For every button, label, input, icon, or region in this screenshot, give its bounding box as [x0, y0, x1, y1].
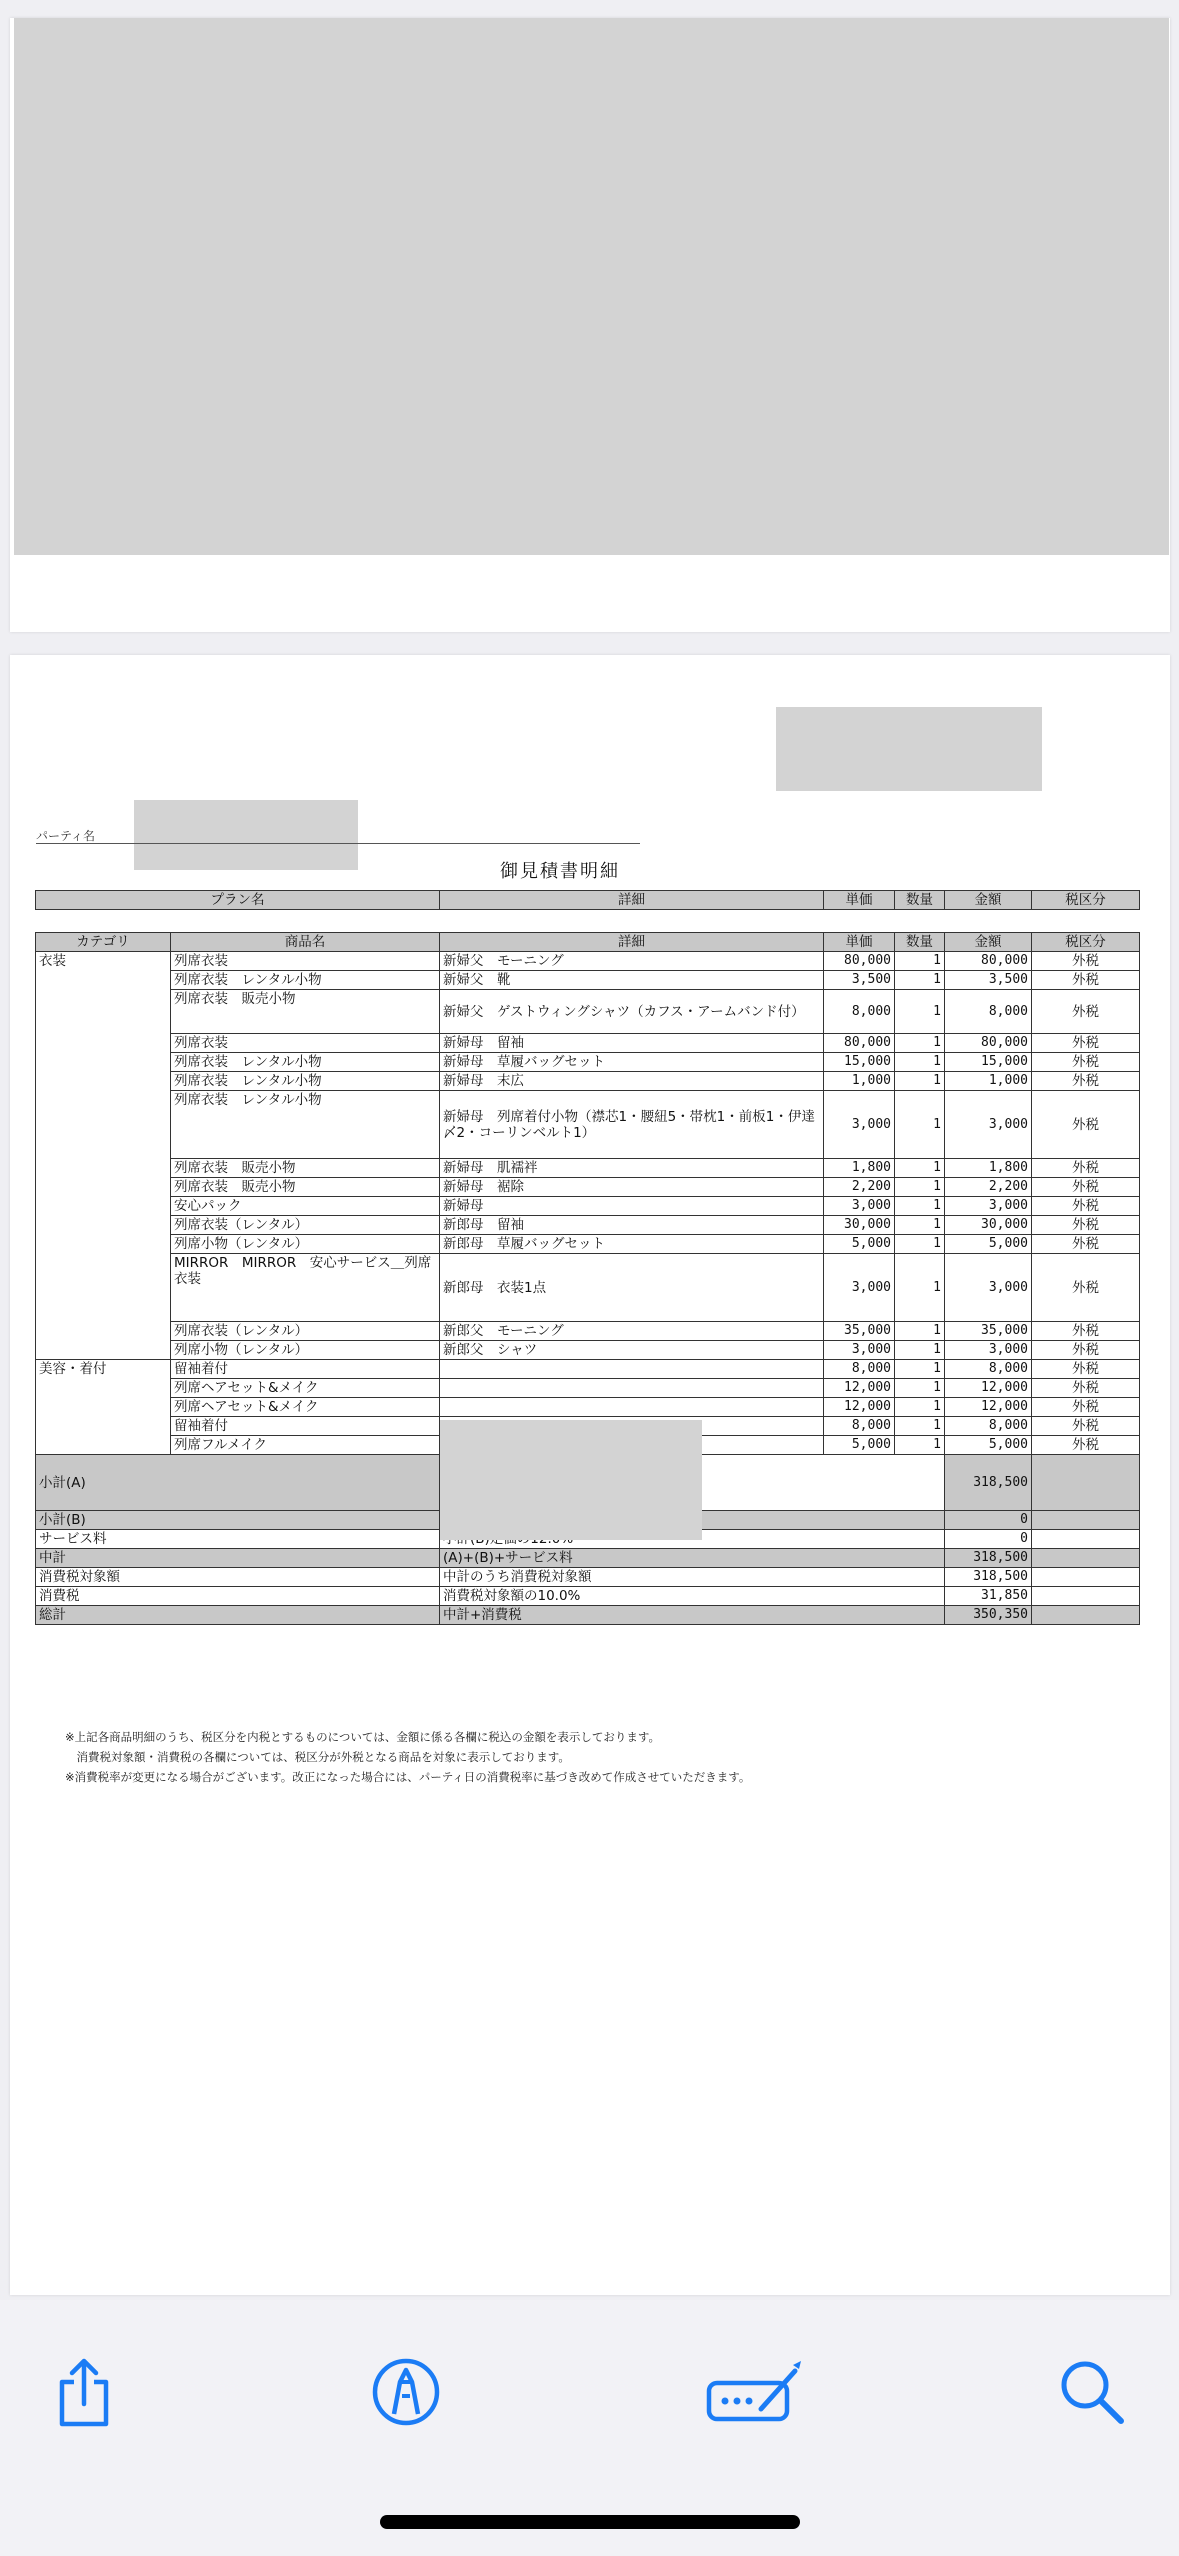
summary-amount: 318,500 [945, 1455, 1032, 1511]
cell-tax: 外税 [1032, 1436, 1140, 1455]
cell-qty: 1 [895, 1197, 945, 1216]
cell-price: 5,000 [824, 1436, 895, 1455]
cell-detail: 新婦母 裾除 [440, 1178, 824, 1197]
cell-qty: 1 [895, 1360, 945, 1379]
table-row [36, 1072, 1140, 1091]
cell-tax: 外税 [1032, 1235, 1140, 1254]
cell-amount: 5,000 [945, 1436, 1032, 1455]
table-row [36, 952, 1140, 971]
cell-qty: 1 [895, 1254, 945, 1322]
cell-name: 留袖着付 [171, 1360, 440, 1379]
table-row [36, 1159, 1140, 1178]
summary-label: 消費税 [36, 1587, 440, 1606]
summary-row-tax [36, 1587, 1140, 1606]
summary-amount: 350,350 [945, 1606, 1032, 1625]
summary-tax-blank [1032, 1455, 1140, 1511]
signature-icon [705, 2359, 805, 2425]
summary-detail: 消費税対象額の10.0% [440, 1587, 945, 1606]
cell-price: 3,000 [824, 1341, 895, 1360]
cell-amount: 35,000 [945, 1322, 1032, 1341]
cell-name: 列席小物（レンタル） [171, 1341, 440, 1360]
table-row [36, 1053, 1140, 1072]
cell-amount: 80,000 [945, 952, 1032, 971]
summary-tax-blank [1032, 1530, 1140, 1549]
cell-category: 衣装 [36, 952, 171, 1360]
cell-amount: 8,000 [945, 1417, 1032, 1436]
cell-price: 35,000 [824, 1322, 895, 1341]
cell-amount: 1,000 [945, 1072, 1032, 1091]
summary-detail: 中計+消費税 [440, 1606, 945, 1625]
cell-price: 3,000 [824, 1197, 895, 1216]
cell-tax: 外税 [1032, 1398, 1140, 1417]
cell-name: 列席衣装（レンタル） [171, 1322, 440, 1341]
share-button[interactable] [44, 2352, 124, 2432]
cell-tax: 外税 [1032, 1254, 1140, 1322]
cell-price: 80,000 [824, 952, 895, 971]
cell-detail: 新婦母 末広 [440, 1072, 824, 1091]
items-header-qty: 数量 [895, 933, 945, 952]
redacted-area [14, 18, 1169, 555]
cell-price: 3,000 [824, 1254, 895, 1322]
table-row [36, 1091, 1140, 1159]
cell-qty: 1 [895, 971, 945, 990]
cell-qty: 1 [895, 1398, 945, 1417]
cell-name: 列席衣装 販売小物 [171, 990, 440, 1034]
redacted-beauty-details [440, 1420, 702, 1540]
table-row [36, 1341, 1140, 1360]
items-header-tax: 税区分 [1032, 933, 1140, 952]
cell-qty: 1 [895, 1053, 945, 1072]
cell-amount: 1,800 [945, 1159, 1032, 1178]
cell-tax: 外税 [1032, 990, 1140, 1034]
cell-name: MIRROR MIRROR 安心サービス＿列席衣装 [171, 1254, 440, 1322]
cell-tax: 外税 [1032, 1072, 1140, 1091]
summary-label: 小計(A) [36, 1455, 440, 1511]
plan-table [35, 890, 1140, 910]
cell-qty: 1 [895, 990, 945, 1034]
party-name-underline [36, 843, 640, 844]
cell-qty: 1 [895, 1417, 945, 1436]
cell-detail: 新婦父 モーニング [440, 952, 824, 971]
redacted-logo [776, 707, 1042, 791]
cell-amount: 3,500 [945, 971, 1032, 990]
cell-price: 12,000 [824, 1398, 895, 1417]
cell-tax: 外税 [1032, 1322, 1140, 1341]
cell-price: 3,000 [824, 1091, 895, 1159]
cell-name: 列席衣装 販売小物 [171, 1178, 440, 1197]
cell-name: 列席衣装 レンタル小物 [171, 1091, 440, 1159]
cell-tax: 外税 [1032, 952, 1140, 971]
cell-tax: 外税 [1032, 1091, 1140, 1159]
cell-price: 12,000 [824, 1379, 895, 1398]
cell-tax: 外税 [1032, 1197, 1140, 1216]
cell-amount: 80,000 [945, 1034, 1032, 1053]
cell-amount: 3,000 [945, 1341, 1032, 1360]
summary-tax-blank [1032, 1511, 1140, 1530]
cell-detail: 新婦父 靴 [440, 971, 824, 990]
signature-button[interactable] [700, 2352, 810, 2432]
cell-detail: 新郎母 草履バッグセット [440, 1235, 824, 1254]
summary-label: 消費税対象額 [36, 1568, 440, 1587]
plan-header-amount: 金額 [945, 891, 1032, 910]
cell-price: 1,800 [824, 1159, 895, 1178]
cell-detail: 新郎父 モーニング [440, 1322, 824, 1341]
cell-tax: 外税 [1032, 1379, 1140, 1398]
cell-qty: 1 [895, 1159, 945, 1178]
markup-icon [370, 2356, 442, 2428]
cell-amount: 8,000 [945, 1360, 1032, 1379]
cell-amount: 12,000 [945, 1398, 1032, 1417]
cell-detail [440, 1379, 824, 1398]
plan-header-price: 単価 [824, 891, 895, 910]
plan-header-plan: プラン名 [36, 891, 440, 910]
search-button[interactable] [1052, 2352, 1132, 2432]
cell-amount: 5,000 [945, 1235, 1032, 1254]
items-header-detail: 詳細 [440, 933, 824, 952]
cell-detail: 新婦母 留袖 [440, 1034, 824, 1053]
cell-tax: 外税 [1032, 1216, 1140, 1235]
cell-name: 列席衣装 [171, 952, 440, 971]
summary-tax-blank [1032, 1549, 1140, 1568]
cell-detail: 新婦母 [440, 1197, 824, 1216]
markup-button[interactable] [366, 2352, 446, 2432]
cell-detail [440, 1398, 824, 1417]
cell-tax: 外税 [1032, 1417, 1140, 1436]
cell-qty: 1 [895, 1034, 945, 1053]
cell-amount: 15,000 [945, 1053, 1032, 1072]
summary-row-total [36, 1606, 1140, 1625]
table-row [36, 1178, 1140, 1197]
summary-amount: 0 [945, 1530, 1032, 1549]
summary-label: 総計 [36, 1606, 440, 1625]
table-row [36, 1360, 1140, 1379]
cell-price: 80,000 [824, 1034, 895, 1053]
table-row [36, 1254, 1140, 1322]
cell-tax: 外税 [1032, 1341, 1140, 1360]
cell-qty: 1 [895, 1178, 945, 1197]
footnote-2: 消費税対象額・消費税の各欄については、税区分が外税となる商品を対象に表示しております。 [65, 1750, 570, 1764]
summary-row-midtotal [36, 1549, 1140, 1568]
cell-price: 1,000 [824, 1072, 895, 1091]
cell-price: 8,000 [824, 990, 895, 1034]
cell-qty: 1 [895, 1072, 945, 1091]
home-indicator[interactable] [380, 2515, 800, 2529]
cell-price: 30,000 [824, 1216, 895, 1235]
cell-amount: 2,200 [945, 1178, 1032, 1197]
cell-name: 列席フルメイク [171, 1436, 440, 1455]
document-page-1 [10, 18, 1170, 632]
summary-amount: 318,500 [945, 1568, 1032, 1587]
cell-name: 列席ヘアセット&メイク [171, 1379, 440, 1398]
search-icon [1057, 2357, 1127, 2427]
plan-header-detail: 詳細 [440, 891, 824, 910]
plan-header-qty: 数量 [895, 891, 945, 910]
cell-amount: 3,000 [945, 1197, 1032, 1216]
cell-detail: 新郎母 留袖 [440, 1216, 824, 1235]
cell-name: 列席衣装 レンタル小物 [171, 1053, 440, 1072]
cell-price: 8,000 [824, 1360, 895, 1379]
cell-name: 安心パック [171, 1197, 440, 1216]
cell-name: 列席衣装 レンタル小物 [171, 971, 440, 990]
cell-price: 5,000 [824, 1235, 895, 1254]
cell-name: 列席衣装 レンタル小物 [171, 1072, 440, 1091]
cell-tax: 外税 [1032, 1178, 1140, 1197]
document-page-2 [10, 655, 1170, 2295]
items-header-amount: 金額 [945, 933, 1032, 952]
cell-name: 留袖着付 [171, 1417, 440, 1436]
table-row [36, 1216, 1140, 1235]
cell-tax: 外税 [1032, 971, 1140, 990]
cell-qty: 1 [895, 1436, 945, 1455]
summary-label: サービス料 [36, 1530, 440, 1549]
summary-detail: (A)+(B)+サービス料 [440, 1549, 945, 1568]
party-name-label: パーティ名 [36, 829, 96, 843]
summary-row-taxable [36, 1568, 1140, 1587]
cell-detail: 新婦母 肌襦袢 [440, 1159, 824, 1178]
cell-amount: 8,000 [945, 990, 1032, 1034]
cell-name: 列席小物（レンタル） [171, 1235, 440, 1254]
summary-amount: 318,500 [945, 1549, 1032, 1568]
summary-tax-blank [1032, 1606, 1140, 1625]
cell-category: 美容・着付 [36, 1360, 171, 1455]
cell-name: 列席衣装（レンタル） [171, 1216, 440, 1235]
cell-price: 3,500 [824, 971, 895, 990]
share-icon [52, 2356, 116, 2428]
plan-header-tax: 税区分 [1032, 891, 1140, 910]
table-row [36, 1034, 1140, 1053]
table-row [36, 990, 1140, 1034]
cell-qty: 1 [895, 1091, 945, 1159]
cell-name: 列席衣装 [171, 1034, 440, 1053]
cell-detail: 新郎父 シャツ [440, 1341, 824, 1360]
cell-tax: 外税 [1032, 1053, 1140, 1072]
cell-qty: 1 [895, 1235, 945, 1254]
summary-amount: 0 [945, 1511, 1032, 1530]
cell-amount: 3,000 [945, 1254, 1032, 1322]
items-header-name: 商品名 [171, 933, 440, 952]
cell-qty: 1 [895, 952, 945, 971]
cell-qty: 1 [895, 1322, 945, 1341]
cell-detail: 新婦父 ゲストウィングシャツ（カフス・アームバンド付） [440, 990, 824, 1034]
cell-detail: 新婦母 列席着付小物（襟芯1・腰紐5・帯枕1・前板1・伊達〆2・コーリンベルト1） [440, 1091, 824, 1159]
cell-price: 2,200 [824, 1178, 895, 1197]
summary-label: 小計(B) [36, 1511, 440, 1530]
footnotes [65, 1727, 750, 1787]
summary-amount: 31,850 [945, 1587, 1032, 1606]
footnote-1: ※上記各商品明細のうち、税区分を内税とするものについては、金額に係る各欄に税込の金額を表示しております。 [65, 1730, 660, 1744]
cell-tax: 外税 [1032, 1159, 1140, 1178]
footnote-3: ※消費税率が変更になる場合がございます。改正になった場合には、パーティ日の消費税率に基づき改めて作成させていただきます。 [65, 1770, 751, 1784]
cell-detail: 新郎母 衣装1点 [440, 1254, 824, 1322]
table-row [36, 1197, 1140, 1216]
cell-qty: 1 [895, 1379, 945, 1398]
summary-tax-blank [1032, 1587, 1140, 1606]
summary-tax-blank [1032, 1568, 1140, 1587]
table-row [36, 971, 1140, 990]
table-row [36, 1235, 1140, 1254]
cell-amount: 3,000 [945, 1091, 1032, 1159]
cell-amount: 12,000 [945, 1379, 1032, 1398]
items-header-price: 単価 [824, 933, 895, 952]
cell-name: 列席ヘアセット&メイク [171, 1398, 440, 1417]
cell-qty: 1 [895, 1216, 945, 1235]
page-title: 御見積書明細 [500, 861, 620, 882]
cell-name: 列席衣装 販売小物 [171, 1159, 440, 1178]
summary-detail: 中計のうち消費税対象額 [440, 1568, 945, 1587]
summary-label: 中計 [36, 1549, 440, 1568]
cell-amount: 30,000 [945, 1216, 1032, 1235]
cell-price: 15,000 [824, 1053, 895, 1072]
cell-tax: 外税 [1032, 1034, 1140, 1053]
items-header-category: カテゴリ [36, 933, 171, 952]
table-row [36, 1379, 1140, 1398]
cell-qty: 1 [895, 1341, 945, 1360]
table-row [36, 1322, 1140, 1341]
cell-tax: 外税 [1032, 1360, 1140, 1379]
cell-detail: 新婦母 草履バッグセット [440, 1053, 824, 1072]
table-row [36, 1398, 1140, 1417]
cell-price: 8,000 [824, 1417, 895, 1436]
cell-detail [440, 1360, 824, 1379]
